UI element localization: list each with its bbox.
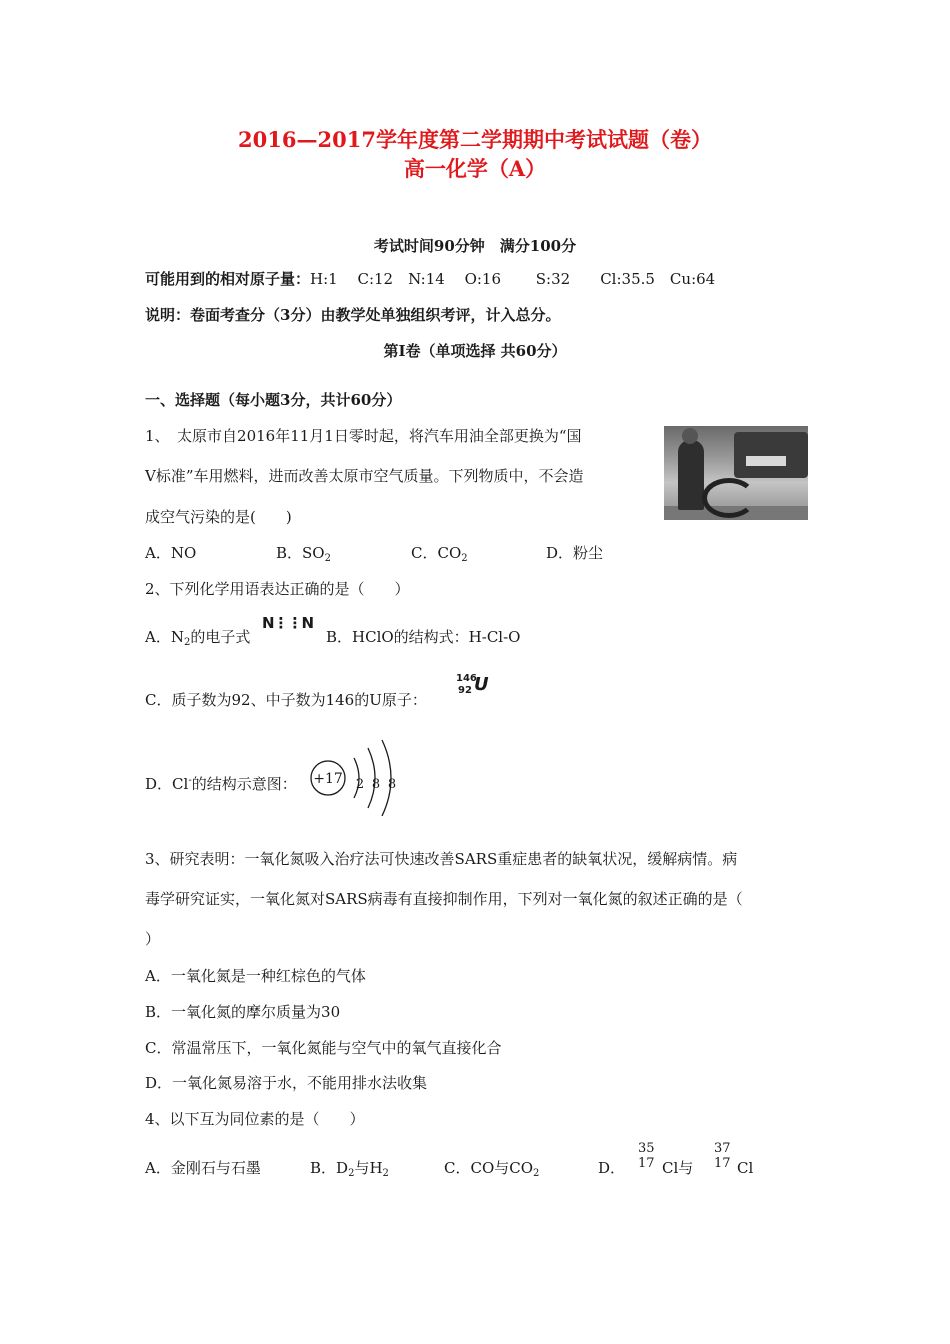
uranium-symbol: U — [474, 674, 489, 695]
cl37-nuclide-numbers — [714, 1141, 731, 1171]
atomic-mass-label: 可能用到的相对原子量： — [145, 270, 311, 288]
q4-stem: 4、以下互为同位素的是（ ） — [145, 1110, 365, 1128]
chloride-ion-structure-diagram — [306, 736, 406, 816]
cl35-atomic-number: 17 — [638, 1156, 655, 1171]
plate-shape — [746, 456, 786, 466]
nucleus-charge: +17 — [313, 771, 343, 787]
shell-1-count: 2 — [355, 777, 365, 792]
q1-option-d: D．粉尘 — [546, 544, 604, 562]
exam-subtitle: 高一化学（A） — [403, 156, 547, 181]
worker-head-shape — [682, 428, 698, 444]
atomic-mass-line — [145, 269, 715, 289]
cl35-mass-number: 35 — [638, 1141, 655, 1156]
cl35-symbol: Cl与 — [662, 1159, 694, 1177]
cl37-atomic-number: 17 — [714, 1156, 731, 1171]
q1-line1: 1、 太原市自2016年11月1日零时起，将汽车用油全部更换为“国 — [145, 427, 582, 445]
part-title: 第Ⅰ卷（单项选择 共60分） — [383, 342, 567, 360]
n2-electron-formula: N⋮⋮N — [262, 614, 314, 632]
gas-station-photo — [664, 426, 808, 520]
q3-line3: ） — [145, 930, 161, 948]
q1-line3: 成空气污染的是( ) — [145, 508, 292, 526]
shell-2-count: 8 — [371, 777, 381, 792]
q3-line2: 毒学研究证实，一氧化氮对SARS病毒有直接抑制作用，下列对一氧化氮的叙述正确的是（ — [145, 890, 743, 908]
q2-option-d: D．Cl-的结构示意图： — [145, 775, 297, 793]
worker-shape — [678, 440, 704, 510]
q1-line2: Ⅴ标准”车用燃料，进而改善太原市空气质量。下列物质中，不会造 — [145, 467, 584, 485]
exam-info: 考试时间90分钟 满分100分 — [373, 237, 577, 255]
exam-note: 说明：卷面考查分（3分）由教学处单独组织考评，计入总分。 — [145, 306, 561, 324]
shell-3-count: 8 — [387, 777, 397, 792]
q4-option-c: C．CO与$CO_2$ — [444, 1159, 540, 1179]
q3-option-c: C．常温常压下，一氧化氮能与空气中的氧气直接化合 — [145, 1039, 502, 1057]
q3-option-b: B．一氧化氮的摩尔质量为30 — [145, 1003, 341, 1021]
q2-option-b: B．HClO的结构式：H-Cl-O — [326, 628, 521, 646]
car-shape — [734, 432, 808, 478]
fuel-hose-shape — [702, 478, 756, 518]
uranium-atomic-number: 92 — [458, 685, 472, 696]
q3-line1: 3、研究表明：一氧化氮吸入治疗法可快速改善SARS重症患者的缺氧状况，缓解病情。病 — [145, 850, 738, 868]
q4-option-a: A．金刚石与石墨 — [145, 1159, 261, 1177]
q2-stem: 2、下列化学用语表达正确的是（ ） — [145, 580, 410, 598]
q1-option-b: B．$SO_2$ — [276, 544, 331, 564]
cl37-symbol: Cl — [737, 1159, 754, 1177]
cl35-nuclide-numbers — [638, 1141, 655, 1171]
q1-option-c: C．$CO_2$ — [411, 544, 468, 564]
exam-title: 2016—2017学年度第二学期期中考试试题（卷） — [238, 127, 712, 152]
q4-option-d-label: D． — [598, 1159, 626, 1177]
q1-option-a: A．NO — [145, 544, 197, 562]
atomic-mass-values: H:1 C:12 N:14 O:16 S:32 Cl:35.5 Cu:64 — [310, 270, 716, 288]
q4-option-b: B．$D_2$与$H_2$ — [310, 1159, 389, 1179]
uranium-mass-number: 146 — [456, 673, 477, 684]
q2-option-a: A．$N_2$的电子式 — [145, 628, 251, 648]
q3-option-a: A．一氧化氮是一种红棕色的气体 — [145, 967, 366, 985]
section-heading: 一、选择题（每小题3分，共计60分） — [145, 391, 402, 409]
q3-option-d: D．一氧化氮易溶于水，不能用排水法收集 — [145, 1074, 428, 1092]
cl37-mass-number: 37 — [714, 1141, 731, 1156]
q2-option-c: C．质子数为92、中子数为146的U原子： — [145, 691, 427, 709]
